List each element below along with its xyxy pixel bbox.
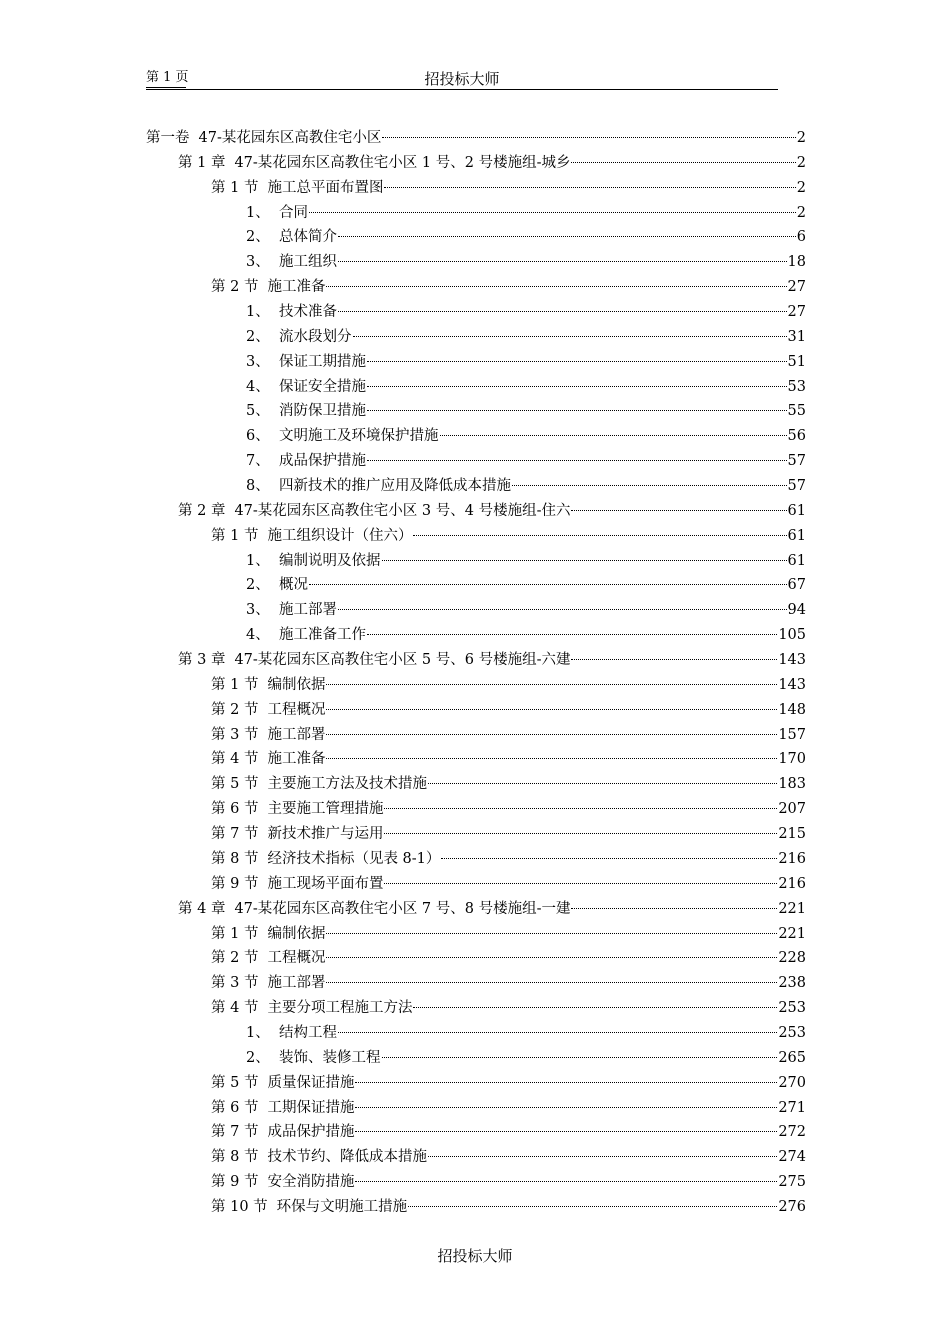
toc-entry-number: 第 2 节 [211,701,259,718]
toc-entry-title: 47-某花园东区高教住宅小区 5 号、6 号楼施组-六建 [234,652,571,669]
toc-dot-leader [382,1057,778,1058]
toc-dot-leader [367,460,787,461]
toc-entry-title: 施工组织设计（住六） [267,527,413,544]
toc-entry[interactable] [146,1046,806,1071]
toc-entry[interactable] [146,549,806,574]
toc-entry-number: 第 4 章 [178,900,226,917]
toc-entry-page-number: 2 [796,130,806,146]
toc-entry-title: 施工组织 [279,254,337,271]
toc-entry[interactable] [146,1145,806,1170]
toc-entry-page-number: 183 [778,776,806,793]
toc-dot-leader [384,833,777,834]
toc-dot-leader [512,485,787,486]
toc-entry[interactable] [146,499,806,524]
toc-entry-title: 47-某花园东区高教住宅小区 1 号、2 号楼施组-城乡 [234,154,571,171]
toc-entry[interactable] [146,201,806,226]
toc-entry-page-number: 274 [778,1149,806,1166]
toc-dot-leader [367,634,777,635]
page-number-label: 第 1 页 [146,70,189,85]
toc-entry-page-number: 56 [787,428,806,445]
toc-entry[interactable] [146,151,806,176]
toc-dot-leader [367,410,787,411]
toc-dot-leader [571,659,777,660]
toc-entry-number: 第 10 节 [211,1198,268,1215]
toc-dot-leader [441,858,777,859]
toc-dot-leader [571,162,795,163]
toc-dot-leader [326,957,777,958]
toc-entry-page-number: 51 [787,353,806,370]
toc-entry-title: 47-某花园东区高教住宅小区 3 号、4 号楼施组-住六 [234,502,571,519]
toc-entry-title: 施工准备 [267,751,326,768]
toc-entry-page-number: 27 [787,279,806,296]
toc-entry-title: 施工部署 [267,726,326,743]
toc-entry-title: 概况 [279,577,308,594]
toc-entry-page-number: 67 [787,577,806,594]
toc-entry-page-number: 216 [778,850,806,867]
toc-entry-number: 1、 [246,304,270,321]
toc-entry-number: 第 3 节 [211,975,259,992]
toc-entry-number: 1、 [246,552,270,569]
toc-entry-number: 第 4 节 [211,751,259,768]
toc-entry-title: 总体简介 [279,229,337,246]
toc-entry-title: 质量保证措施 [267,1074,355,1091]
toc-entry-title: 施工准备 [267,279,326,296]
toc-entry-page-number: 105 [778,627,806,644]
toc-entry-page-number: 221 [778,925,806,942]
toc-entry-page-number: 18 [787,254,806,271]
toc-entry-number: 第 3 节 [211,726,259,743]
toc-entry-number: 4、 [246,627,270,644]
toc-entry[interactable] [146,1170,806,1195]
toc-entry[interactable] [146,275,806,300]
toc-entry-number: 3、 [246,602,270,619]
toc-entry[interactable] [146,797,806,822]
toc-entry-page-number: 57 [787,453,806,470]
toc-entry-title: 施工现场平面布置 [267,875,384,892]
toc-entry-page-number: 2 [796,179,806,196]
toc-entry-page-number: 57 [787,478,806,495]
toc-entry-number: 8、 [246,478,270,495]
toc-entry-number: 1、 [246,1024,270,1041]
toc-entry-number: 第 2 章 [178,502,226,519]
toc-dot-leader [367,361,787,362]
toc-entry-number: 第 2 节 [211,950,259,967]
toc-entry[interactable] [146,176,806,201]
toc-entry-page-number: 61 [787,502,806,519]
toc-entry-title: 安全消防措施 [267,1174,355,1191]
toc-entry-number: 3、 [246,353,270,370]
toc-entry-number: 第 1 节 [211,676,259,693]
toc-entry[interactable] [146,1071,806,1096]
toc-entry[interactable] [146,449,806,474]
toc-entry-title: 47-某花园东区高教住宅小区 7 号、8 号楼施组-一建 [234,900,571,917]
toc-entry-number: 第一卷 [146,130,190,146]
toc-entry-page-number: 215 [778,826,806,843]
toc-entry-number: 7、 [246,453,270,470]
toc-entry[interactable] [146,250,806,275]
toc-entry-page-number: 2 [796,204,806,221]
toc-entry-title: 47-某花园东区高教住宅小区 [198,130,382,146]
toc-entry-number: 第 6 节 [211,801,259,818]
toc-dot-leader [353,336,787,337]
toc-dot-leader [338,609,787,610]
toc-entry-number: 第 9 节 [211,1174,259,1191]
toc-dot-leader [384,187,795,188]
toc-entry-page-number: 271 [778,1099,806,1116]
toc-entry[interactable] [146,897,806,922]
toc-entry[interactable] [146,922,806,947]
toc-entry-title: 主要施工方法及技术措施 [267,776,427,793]
toc-entry-title: 四新技术的推广应用及降低成本措施 [279,478,511,495]
toc-entry[interactable] [146,623,806,648]
toc-entry-title: 消防保卫措施 [279,403,366,420]
toc-entry-title: 主要分项工程施工方法 [267,1000,413,1017]
toc-dot-leader [338,236,796,237]
toc-entry-page-number: 265 [778,1049,806,1066]
toc-entry-title: 主要施工管理措施 [267,801,384,818]
toc-entry-page-number: 31 [787,328,806,345]
toc-entry-number: 6、 [246,428,270,445]
toc-entry-page-number: 61 [787,552,806,569]
toc-entry[interactable] [146,1195,806,1220]
toc-entry-title: 装饰、装修工程 [279,1049,381,1066]
toc-entry-title: 施工总平面布置图 [267,179,384,196]
toc-dot-leader [338,311,787,312]
toc-entry-page-number: 270 [778,1074,806,1091]
toc-entry-page-number: 94 [787,602,806,619]
toc-entry-number: 2、 [246,229,270,246]
footer-text: 招投标大师 [437,1247,513,1265]
toc-entry[interactable] [146,971,806,996]
toc-entry-page-number: 143 [778,652,806,669]
header-rule [146,89,778,90]
toc-dot-leader [326,982,777,983]
toc-dot-leader [428,783,777,784]
toc-entry-number: 第 3 章 [178,652,226,669]
toc-entry-page-number: 143 [778,676,806,693]
toc-entry-title: 编制依据 [267,676,326,693]
toc-entry[interactable] [146,126,806,151]
toc-entry-number: 第 1 章 [178,154,226,171]
toc-entry[interactable] [146,1021,806,1046]
table-of-contents [146,126,806,1220]
toc-entry[interactable] [146,946,806,971]
toc-dot-leader [338,1032,777,1033]
toc-dot-leader [382,560,787,561]
toc-entry-number: 第 1 节 [211,527,259,544]
toc-entry-page-number: 275 [778,1174,806,1191]
toc-entry-title: 工程概况 [267,701,326,718]
toc-entry[interactable] [146,872,806,897]
toc-dot-leader [382,137,795,138]
toc-entry[interactable] [146,399,806,424]
toc-entry-number: 第 1 节 [211,179,259,196]
toc-entry-page-number: 53 [787,378,806,395]
toc-entry[interactable] [146,847,806,872]
toc-dot-leader [571,510,786,511]
toc-entry[interactable] [146,524,806,549]
toc-entry-page-number: 148 [778,701,806,718]
toc-entry-title: 经济技术指标（见表 8-1） [267,850,441,867]
toc-dot-leader [309,584,787,585]
toc-entry[interactable] [146,225,806,250]
toc-entry-number: 第 8 节 [211,1149,259,1166]
toc-dot-leader [428,1156,777,1157]
toc-entry-title: 技术准备 [279,304,337,321]
toc-entry-title: 流水段划分 [279,328,352,345]
toc-entry[interactable] [146,772,806,797]
toc-dot-leader [413,535,786,536]
toc-entry-number: 1、 [246,204,270,221]
toc-entry-title: 工期保证措施 [267,1099,355,1116]
toc-entry-page-number: 272 [778,1124,806,1141]
toc-entry-page-number: 253 [778,1000,806,1017]
toc-entry-number: 第 1 节 [211,925,259,942]
toc-entry-page-number: 253 [778,1024,806,1041]
toc-entry-page-number: 238 [778,975,806,992]
toc-entry[interactable] [146,648,806,673]
toc-entry[interactable] [146,822,806,847]
toc-dot-leader [384,808,777,809]
toc-entry-page-number: 27 [787,304,806,321]
toc-entry[interactable] [146,1120,806,1145]
toc-entry[interactable] [146,747,806,772]
toc-entry[interactable] [146,375,806,400]
toc-entry-page-number: 157 [778,726,806,743]
toc-dot-leader [326,758,777,759]
toc-entry[interactable] [146,300,806,325]
toc-entry[interactable] [146,673,806,698]
toc-entry-number: 3、 [246,254,270,271]
toc-entry-title: 文明施工及环境保护措施 [279,428,439,445]
toc-entry-page-number: 2 [796,154,806,171]
toc-entry-number: 第 8 节 [211,850,259,867]
toc-entry[interactable] [146,474,806,499]
toc-entry-title: 保证工期措施 [279,353,366,370]
toc-dot-leader [326,933,777,934]
toc-dot-leader [355,1107,777,1108]
toc-dot-leader [326,709,777,710]
toc-entry-title: 施工准备工作 [279,627,366,644]
toc-entry-title: 结构工程 [279,1024,337,1041]
toc-dot-leader [326,286,786,287]
header-title: 招投标大师 [424,70,500,88]
toc-dot-leader [355,1082,777,1083]
toc-entry[interactable] [146,996,806,1021]
toc-dot-leader [338,261,787,262]
toc-entry-page-number: 207 [778,801,806,818]
toc-entry-number: 5、 [246,403,270,420]
toc-entry-page-number: 216 [778,875,806,892]
header-page-underline [146,87,186,88]
toc-entry-number: 第 5 节 [211,1074,259,1091]
toc-dot-leader [571,908,777,909]
toc-entry-title: 保证安全措施 [279,378,366,395]
toc-entry[interactable] [146,350,806,375]
toc-entry-page-number: 6 [796,229,806,246]
toc-entry-title: 环保与文明施工措施 [276,1198,408,1215]
toc-dot-leader [440,435,787,436]
toc-entry-page-number: 276 [778,1198,806,1215]
toc-dot-leader [384,883,777,884]
toc-entry-number: 第 4 节 [211,1000,259,1017]
toc-entry-title: 成品保护措施 [279,453,366,470]
toc-entry-number: 第 5 节 [211,776,259,793]
toc-entry[interactable] [146,1096,806,1121]
toc-dot-leader [309,212,796,213]
toc-entry[interactable] [146,424,806,449]
toc-entry-number: 2、 [246,1049,270,1066]
toc-entry-number: 第 9 节 [211,875,259,892]
toc-entry-page-number: 170 [778,751,806,768]
toc-dot-leader [355,1181,777,1182]
toc-entry-number: 第 7 节 [211,1124,259,1141]
toc-entry-number: 2、 [246,577,270,594]
toc-entry-number: 第 7 节 [211,826,259,843]
toc-dot-leader [326,684,777,685]
toc-entry-title: 编制依据 [267,925,326,942]
toc-entry[interactable] [146,598,806,623]
toc-dot-leader [355,1131,777,1132]
toc-entry-title: 技术节约、降低成本措施 [267,1149,427,1166]
toc-entry-title: 合同 [279,204,308,221]
toc-entry-number: 第 6 节 [211,1099,259,1116]
toc-entry[interactable] [146,573,806,598]
toc-entry[interactable] [146,723,806,748]
toc-entry-title: 工程概况 [267,950,326,967]
toc-entry-page-number: 55 [787,403,806,420]
toc-entry-title: 施工部署 [267,975,326,992]
toc-dot-leader [408,1206,777,1207]
toc-entry-title: 编制说明及依据 [279,552,381,569]
toc-entry-title: 成品保护措施 [267,1124,355,1141]
toc-entry-number: 2、 [246,328,270,345]
toc-entry[interactable] [146,325,806,350]
toc-dot-leader [326,734,777,735]
toc-entry[interactable] [146,698,806,723]
toc-entry-title: 新技术推广与运用 [267,826,384,843]
toc-entry-page-number: 228 [778,950,806,967]
toc-entry-number: 4、 [246,378,270,395]
toc-entry-title: 施工部署 [279,602,337,619]
toc-entry-number: 第 2 节 [211,279,259,296]
toc-dot-leader [413,1007,777,1008]
toc-entry-page-number: 61 [787,527,806,544]
toc-dot-leader [367,386,787,387]
toc-entry-page-number: 221 [778,900,806,917]
